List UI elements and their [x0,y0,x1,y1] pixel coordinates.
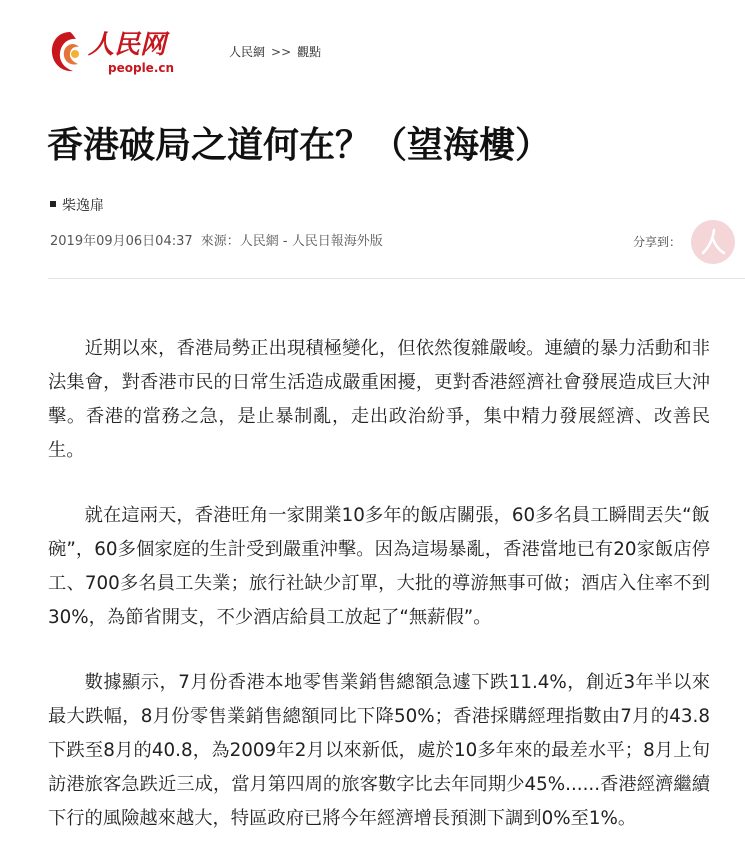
article-title: 香港破局之道何在？（望海樓） [47,125,552,166]
swirl-logo-icon [48,28,92,76]
article-source: 來源：人民網 - 人民日報海外版 [200,234,383,249]
people-share-icon[interactable] [691,220,735,264]
breadcrumb-section-link[interactable]: 觀點 [297,45,322,59]
author-bullet-icon [50,201,56,207]
article-meta [50,233,383,251]
article-paragraph: 數據顯示，7月份香港本地零售業銷售總額急遽下跌11.4%，創近3年半以來最大跌幅，8月份零售業銷售總額同比下降50%；香港採購經理指數由7月的43.8下跌至8月的40.8，為2009年2月以來新低，處於10多年來的最差水平；8月上旬訪港旅客急跌近三成，當月第四周的旅客數字比去年同期少45%......香港經濟繼續下行的風險越來越大，特區政府已將今年經濟增長預測下調到0%至1%。 [48,672,710,829]
breadcrumb-separator: >> [271,45,292,59]
people-logo[interactable] [48,28,178,80]
share-label: 分享到： [633,235,682,249]
publish-date: 2019年09月06日04:37 [50,234,193,249]
breadcrumb-home-link[interactable]: 人民網 [229,45,266,59]
article-paragraph: 近期以來，香港局勢正出現積極變化，但依然復雜嚴峻。連續的暴力活動和非法集會，對香港市民的日常生活造成嚴重困擾，更對香港經濟社會發展造成巨大沖擊。香港的當務之急，是止暴制亂，走出政治紛爭，集中精力發展經濟、改善民生。 [48,338,710,461]
header-divider [48,278,745,279]
site-header [0,0,745,95]
article-paragraph: 就在這兩天，香港旺角一家開業10多年的飯店關張，60多名員工瞬間丟失“飯碗”，60多個家庭的生計受到嚴重沖擊。因為這場暴亂，香港當地已有20家飯店停工、700多名員工失業；旅行社缺少訂單，大批的導游無事可做；酒店入住率不到30%，為節省開支，不少酒店給員工放起了“無薪假”。 [48,505,710,628]
logo-text-cn: 人民网 [88,30,167,60]
logo-text-en: people.cn [108,61,175,75]
article-body [48,332,710,867]
author-name: 柴逸扉 [62,198,104,214]
article-author [50,196,104,216]
breadcrumb [229,44,321,60]
